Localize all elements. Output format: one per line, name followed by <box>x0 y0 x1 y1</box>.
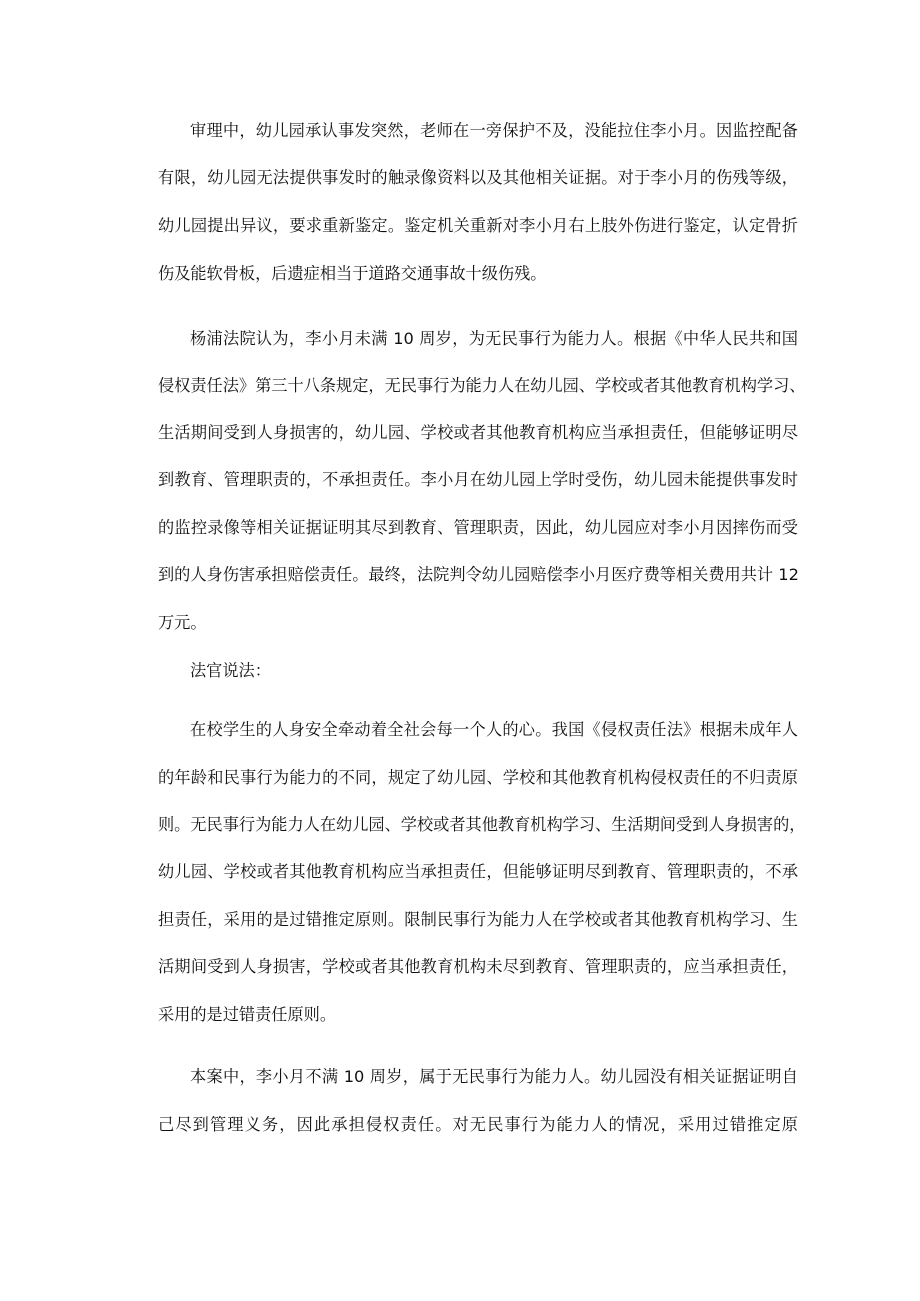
paragraph-1-line-4: 伤及能软骨板，后遗症相当于道路交通事故十级伤残。 <box>158 264 547 283</box>
paragraph-2-line-5: 的监控录像等相关证据证明其尽到教育、管理职责，因此，幼儿园应对李小月因摔伤而受 <box>158 518 798 537</box>
paragraph-4-line-1: 在校学生的人身安全牵动着全社会每一个人的心。我国《侵权责任法》根据未成年人 <box>190 720 798 739</box>
paragraph-2-line-6: 到的人身伤害承担赔偿责任。最终，法院判令幼儿园赔偿李小月医疗费等相关费用共计 12 <box>158 565 799 584</box>
judge-commentary-label: 法官说法： <box>190 661 271 680</box>
paragraph-2-line-3: 生活期间受到人身损害的，幼儿园、学校或者其他教育机构应当承担责任，但能够证明尽 <box>158 423 798 442</box>
paragraph-2-line-1: 杨浦法院认为，李小月未满 10 周岁，为无民事行为能力人。根据《中华人民共和国 <box>190 329 798 348</box>
paragraph-4-line-4: 幼儿园、学校或者其他教育机构应当承担责任，但能够证明尽到教育、管理职责的，不承 <box>158 862 798 881</box>
paragraph-2-line-2: 侵权责任法》第三十八条规定，无民事行为能力人在幼儿园、学校或者其他教育机构学习、 <box>158 376 806 395</box>
paragraph-2-line-7: 万元。 <box>158 613 207 632</box>
paragraph-2-line-4: 到教育、管理职责的，不承担责任。李小月在幼儿园上学时受伤，幼儿园未能提供事发时 <box>158 470 798 489</box>
paragraph-4-line-6: 活期间受到人身损害，学校或者其他教育机构未尽到教育、管理职责的，应当承担责任， <box>158 957 798 976</box>
paragraph-1-line-1: 审理中，幼儿园承认事发突然，老师在一旁保护不及，没能拉住李小月。因监控配备 <box>190 121 798 140</box>
paragraph-5-line-1: 本案中，李小月不满 10 周岁，属于无民事行为能力人。幼儿园没有相关证据证明自 <box>190 1067 798 1086</box>
paragraph-4-line-3: 则。无民事行为能力人在幼儿园、学校或者其他教育机构学习、生活期间受到人身损害的， <box>158 815 806 834</box>
paragraph-4-line-7: 采用的是过错责任原则。 <box>158 1005 337 1024</box>
paragraph-1-line-2: 有限，幼儿园无法提供事发时的触录像资料以及其他相关证据。对于李小月的伤残等级， <box>158 168 798 187</box>
paragraph-4-line-5: 担责任，采用的是过错推定原则。限制民事行为能力人在学校或者其他教育机构学习、生 <box>158 910 798 929</box>
paragraph-5-line-2: 己尽到管理义务，因此承担侵权责任。对无民事行为能力人的情况，采用过错推定原 <box>158 1115 798 1134</box>
paragraph-1-line-3: 幼儿园提出异议，要求重新鉴定。鉴定机关重新对李小月右上肢外伤进行鉴定，认定骨折 <box>158 216 798 235</box>
paragraph-4-line-2: 的年龄和民事行为能力的不同，规定了幼儿园、学校和其他教育机构侵权责任的不归责原 <box>158 768 798 787</box>
